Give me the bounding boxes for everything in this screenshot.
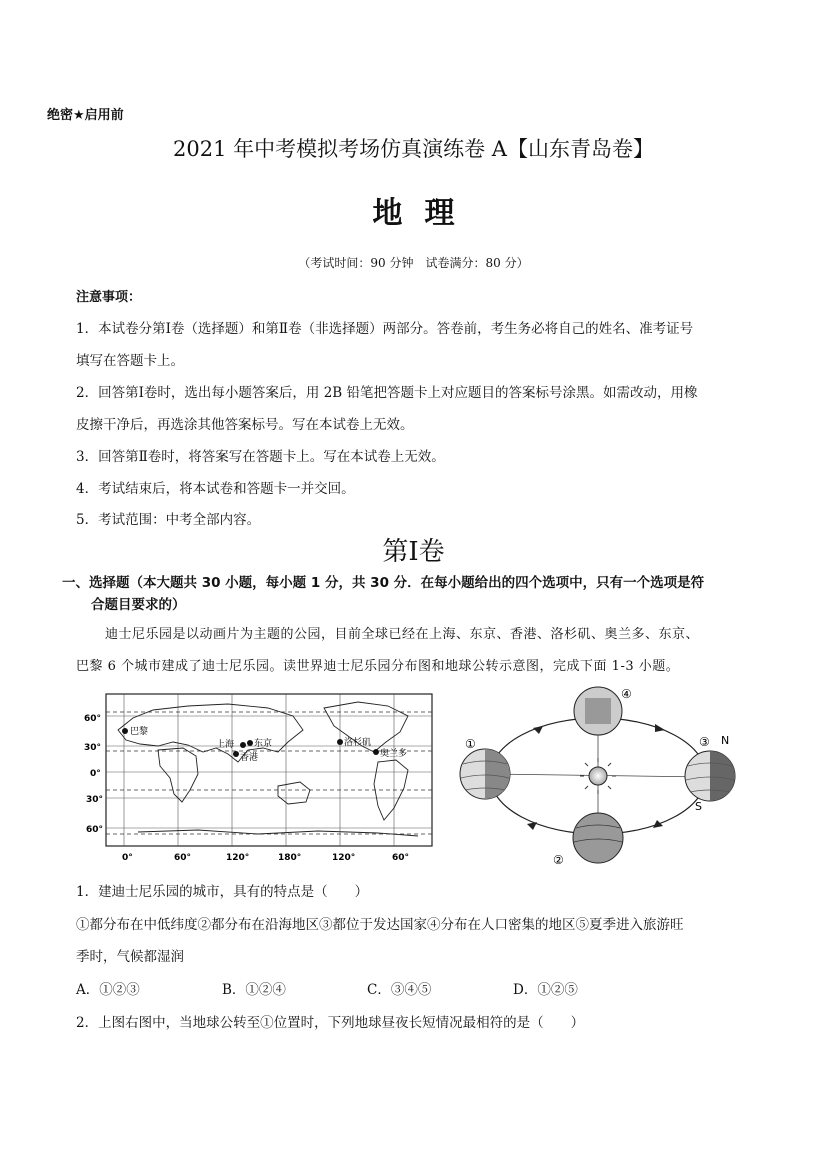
earth-position-2	[573, 813, 623, 863]
map-frame	[106, 694, 432, 846]
lon-label: 0°	[122, 853, 133, 863]
note-line: 5．考试范围：中考全部内容。	[76, 512, 261, 528]
city-label-shanghai: 上海	[216, 740, 235, 750]
earth-position-3	[685, 751, 735, 801]
lon-label: 120°	[226, 853, 250, 863]
notes-heading: 注意事项：	[76, 290, 142, 305]
north-pole-label: N	[721, 734, 730, 747]
lon-label: 180°	[278, 853, 302, 863]
question-1-statements: ①都分布在中低纬度②都分布在沿海地区③都位于发达国家④分布在人口密集的地区⑤夏季进入旅游旺	[76, 917, 684, 933]
intro-paragraph: 迪士尼乐园是以动画片为主题的公园，目前全球已经在上海、东京、香港、洛杉矶、奥兰多、东京、	[105, 627, 700, 642]
position-label-3: ③	[699, 735, 710, 749]
note-line: 1．本试卷分第Ⅰ卷（选择题）和第Ⅱ卷（非选择题）两部分。答卷前，考生务必将自己的姓名、准考证号	[76, 321, 694, 337]
question-1-stem: 1．建迪士尼乐园的城市，具有的特点是（ ）	[76, 884, 369, 900]
lat-label: 60°	[84, 714, 102, 724]
city-label-losangeles: 洛杉矶	[344, 738, 372, 748]
earth-position-1	[460, 749, 510, 799]
note-line: 皮擦干净后，再选涂其他答案标号。写在本试卷上无效。	[76, 417, 414, 433]
sun	[589, 767, 607, 785]
volume-title: 第Ⅰ卷	[382, 537, 445, 567]
exam-title: 2021 年中考模拟考场仿真演练卷 A【山东青岛卷】	[173, 137, 654, 161]
position-label-1: ①	[465, 737, 476, 751]
note-line: 4．考试结束后，将本试卷和答题卡一并交回。	[76, 481, 355, 497]
option-b: B．①②④	[222, 982, 286, 998]
earth-position-4	[574, 687, 622, 735]
note-line: 填写在答题卡上。	[76, 353, 184, 369]
position-label-4: ④	[621, 687, 632, 701]
position-label-2: ②	[553, 853, 564, 867]
question-1-statements-cont: 季时，气候都湿润	[76, 949, 184, 965]
option-a: A．①②③	[76, 982, 140, 998]
exam-info: （考试时间：90 分钟 试卷满分：80 分）	[298, 256, 529, 270]
secret-label: 绝密★启用前	[47, 108, 124, 123]
lon-label: 120°	[332, 853, 356, 863]
option-d: D．①②⑤	[513, 982, 578, 998]
question-2-stem: 2．上图右图中，当地球公转至①位置时，下列地球昼夜长短情况最相符的是（ ）	[76, 1015, 585, 1031]
intro-paragraph-cont: 巴黎 6 个城市建成了迪士尼乐园。读世界迪士尼乐园分布图和地球公转示意图，完成下面 1-3 小题。	[76, 659, 680, 674]
lon-label: 60°	[174, 853, 192, 863]
world-disney-map	[78, 690, 438, 865]
section-heading-cont: 合题目要求的）	[91, 597, 186, 613]
subject-title: 地理	[372, 196, 477, 231]
city-label-tokyo: 东京	[254, 739, 273, 749]
note-line: 2．回答第Ⅰ卷时，选出每小题答案后，用 2B 铅笔把答题卡上对应题目的答案标号涂黑。如需改动，用橡	[76, 385, 698, 401]
lat-label: 60°	[86, 825, 104, 835]
city-label-hongkong: 香港	[240, 753, 259, 763]
earth-orbit-diagram	[455, 686, 745, 868]
section-heading: 一、选择题（本大题共 30 小题，每小题 1 分，共 30 分．在每小题给出的四个选项中，只有一个选项是符	[62, 575, 705, 591]
lat-label: 0°	[90, 769, 101, 779]
city-label-orlando: 奥兰多	[380, 749, 408, 759]
lat-label: 30°	[86, 795, 104, 805]
city-label-paris: 巴黎	[130, 727, 149, 737]
south-pole-label: S	[695, 800, 702, 813]
note-line: 3．回答第Ⅱ卷时，将答案写在答题卡上。写在本试卷上无效。	[76, 449, 445, 465]
lat-label: 30°	[84, 743, 102, 753]
option-c: C．③④⑤	[367, 982, 432, 998]
lon-label: 60°	[392, 853, 410, 863]
